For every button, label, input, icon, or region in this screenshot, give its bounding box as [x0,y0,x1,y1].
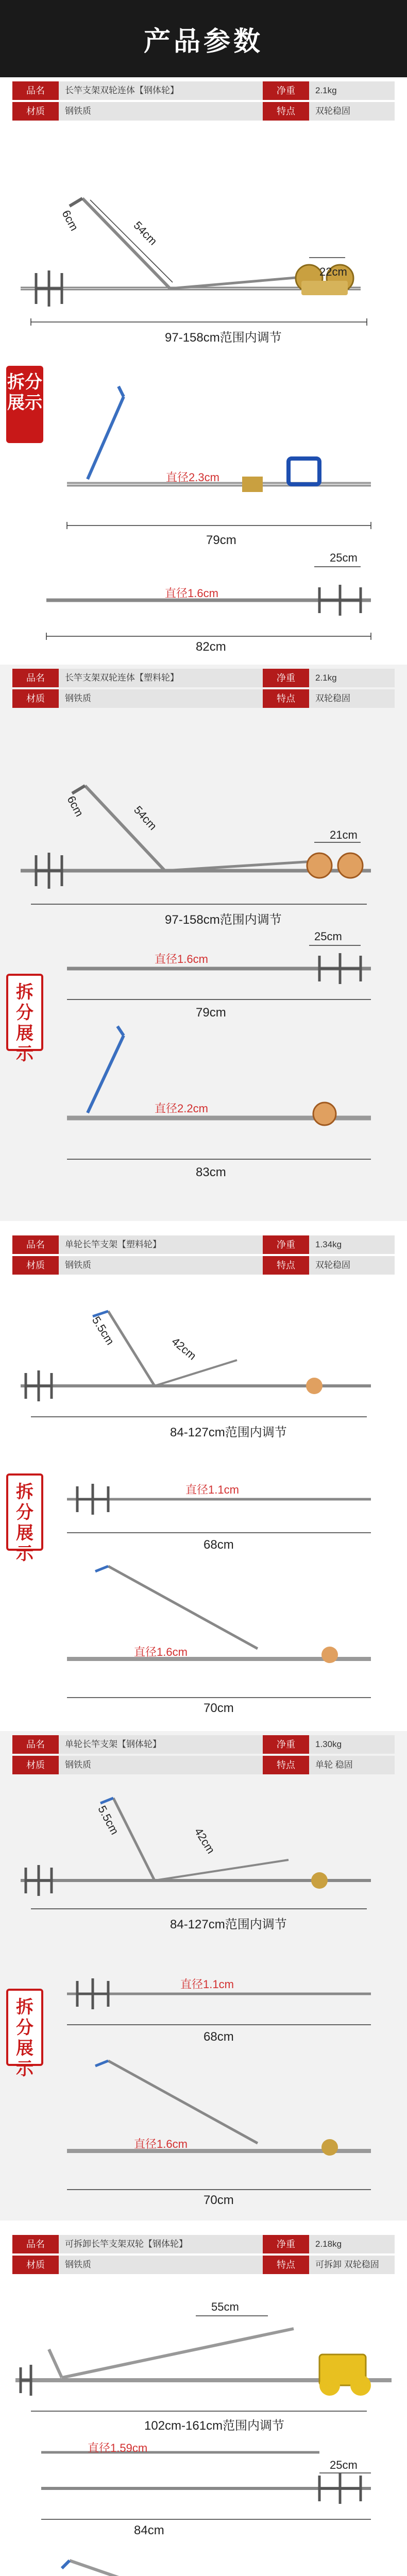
front-rod-diameter: 直径1.6cm [134,2138,188,2150]
front-rod-diameter: 直径2.2cm [155,1102,208,1115]
feature-label: 特点 [263,689,309,708]
feature-label: 特点 [263,102,309,121]
arm-length: 42cm [192,1825,218,1856]
front-rod-length: 79cm [206,533,236,547]
name-label: 品名 [12,2235,59,2253]
arm-length: 55cm [211,2300,239,2313]
material-label: 材质 [12,102,59,121]
name-value: 可拆卸长竿支架双轮【钢体轮】 [65,2239,188,2249]
material-label: 材质 [12,689,59,708]
rear-rod-length: 82cm [196,640,226,654]
wheel-width: 21cm [330,828,358,841]
front-rod-diameter: 直径2.3cm [166,471,219,484]
name-label: 品名 [12,1735,59,1754]
feature-value: 双轮稳固 [315,106,350,116]
weight-label: 净重 [263,2235,309,2253]
front-rod-image [0,2231,407,2576]
handle-length: 6cm [59,208,81,233]
front-rod-image [0,1231,407,1721]
rear-rod-diameter: 直径1.59cm [88,2442,148,2454]
page-title: 产品参数 [143,26,263,57]
rear-rod-length: 79cm [196,1006,226,1020]
name-label: 品名 [12,1235,59,1254]
material-value: 钢铁质 [65,1260,91,1270]
rear-rod-diameter: 直径1.6cm [165,587,218,600]
arm-length: 54cm [131,803,160,833]
weight-value: 2.1kg [315,673,337,683]
adjust-range: 84-127cm范围内调节 [170,1918,287,1931]
product-section-5 [0,2231,407,2576]
material-value: 钢铁质 [65,106,91,116]
feature-value: 双轮稳固 [315,693,350,703]
material-label: 材质 [12,1756,59,1774]
front-rod-diameter: 直径1.6cm [134,1646,188,1658]
front-rod-image [0,665,407,1221]
arm-length: 54cm [131,218,160,248]
material-value: 钢铁质 [65,693,91,703]
material-label: 材质 [12,1256,59,1275]
rear-rod-diameter: 直径1.1cm [180,1978,234,1991]
fork-width: 25cm [330,551,358,564]
product-section-1 [0,77,407,654]
name-value: 长竿支架双轮连体【塑料轮】 [65,673,179,683]
weight-label: 净重 [263,81,309,100]
weight-value: 2.18kg [315,2239,342,2249]
weight-label: 净重 [263,1235,309,1254]
rear-rod-diameter: 直径1.6cm [155,953,208,965]
adjust-range: 97-158cm范围内调节 [165,913,282,927]
fork-width: 25cm [314,930,342,943]
name-label: 品名 [12,669,59,687]
feature-value: 单轮 稳固 [315,1760,353,1770]
arm-length: 42cm [169,1334,199,1363]
adjust-range: 84-127cm范围内调节 [170,1426,287,1439]
split-display-stamp: 拆分展示 [6,1989,43,2066]
rear-fork-rod-image [0,77,407,654]
front-rod-length: 70cm [204,2193,234,2207]
rear-rod-diameter: 直径1.1cm [185,1483,239,1496]
adjust-range: 97-158cm范围内调节 [165,331,282,345]
weight-value: 1.34kg [315,1240,342,1249]
feature-value: 双轮稳固 [315,1260,350,1270]
name-value: 长竿支架双轮连体【钢体轮】 [65,86,179,95]
weight-label: 净重 [263,1735,309,1754]
name-label: 品名 [12,81,59,100]
rear-rod-length: 68cm [204,1538,234,1552]
feature-label: 特点 [263,2256,309,2274]
product-section-4 [0,1731,407,2221]
handle-length: 5.5cm [89,1314,117,1347]
weight-value: 2.1kg [315,86,337,95]
material-label: 材质 [12,2256,59,2274]
split-display-stamp: 拆分展示 [6,366,43,443]
page-header [0,0,407,77]
product-section-3 [0,1231,407,1721]
name-value: 单轮长竿支架【钢体轮】 [65,1739,161,1749]
rear-rod-length: 68cm [204,2030,234,2044]
wheel-width: 22cm [319,265,347,278]
split-display-stamp: 拆分展示 [6,974,43,1051]
product-section-2 [0,665,407,1221]
weight-value: 1.30kg [315,1739,342,1749]
front-rod-length: 83cm [196,1165,226,1179]
feature-label: 特点 [263,1756,309,1774]
split-display-stamp: 拆分展示 [6,1473,43,1551]
material-value: 钢铁质 [65,2260,91,2269]
front-rod-length: 70cm [204,1701,234,1715]
handle-length: 6cm [64,793,87,819]
material-value: 钢铁质 [65,1760,91,1770]
handle-length: 5.5cm [95,1803,122,1837]
feature-value: 可拆卸 双轮稳固 [315,2260,379,2269]
feature-label: 特点 [263,1256,309,1275]
front-rod-image [0,1731,407,2221]
weight-label: 净重 [263,669,309,687]
rear-rod-length: 84cm [134,2523,164,2537]
name-value: 单轮长竿支架【塑料轮】 [65,1240,161,1249]
adjust-range: 102cm-161cm范围内调节 [144,2419,285,2433]
fork-width: 25cm [330,2459,358,2471]
